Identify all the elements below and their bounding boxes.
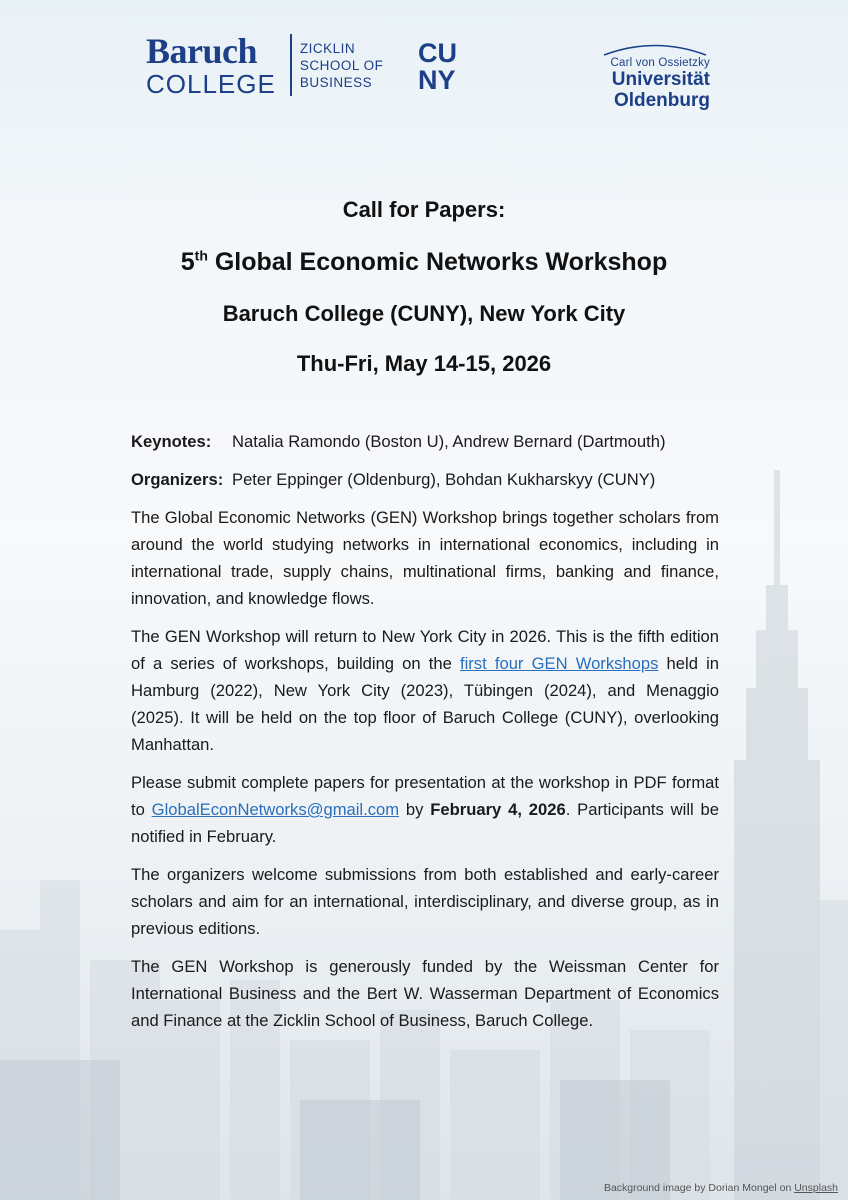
svg-text:NY: NY [418,65,456,93]
submission-text-post: . Participants will be notified in February. [131,800,720,846]
oldenburg-line3: Oldenburg [613,90,710,111]
zicklin-school-logo [300,40,384,91]
zicklin-line3: BUSINESS [299,74,373,90]
credit-text: Background image by Dorian Mongel on [603,1182,795,1194]
paragraph-history [131,623,719,758]
cuny-logo [417,37,473,93]
body-text [131,428,719,1034]
edition-number: 5 [180,248,195,276]
baruch-logo-line2: COLLEGE [146,69,276,99]
history-text-post: held in Hamburg (2022), New York City (2023), Tübingen (2024), and Menaggio (2025). It will be held on the top floor of Baruch College (CUNY), overlooking Manhattan. [131,654,719,754]
dates: Thu-Fri, May 14-15, 2026 [296,351,552,376]
organizers-label: Organizers: [131,470,224,489]
paragraph-submission [131,769,719,850]
organizers-row [131,466,719,493]
history-text-pre: The GEN Workshop will return to New York City in 2026. This is the fifth edition of a series of workshops, building on the [131,627,719,673]
unsplash-link[interactable]: Unsplash [794,1182,838,1194]
paragraph-funding: The GEN Workshop is generously funded by the Weissman Center for International Business and the Bert W. Wasserman Department of Economics and Finance at the Zicklin School of Business, Baruch College. [131,957,719,1030]
zicklin-line2: SCHOOL OF [299,57,384,73]
call-for-papers-heading: Call for Papers: [342,197,506,222]
header-logos [146,30,473,100]
paragraph-welcome: The organizers welcome submissions from both established and early-career scholars and aim for an international, interdisciplinary, and diverse group, as in previous editions. [131,865,719,938]
submission-deadline: February 4, 2026 [430,800,566,819]
oldenburg-university-logo [600,42,710,111]
baruch-logo-line1: Baruch [146,31,258,71]
submission-text-pre: Please submit complete papers for presentation at the workshop in PDF format to [131,773,719,819]
edition-suffix: th [194,247,208,264]
baruch-college-logo [146,33,276,97]
submission-email-link[interactable]: GlobalEconNetworks@gmail.com [151,800,400,819]
oldenburg-line1: Carl von Ossietzky [610,57,710,69]
submission-text-mid: by [399,800,431,819]
zicklin-line1: ZICKLIN [299,40,356,56]
keynotes-label: Keynotes: [131,432,212,451]
workshop-title [0,246,848,278]
svg-text:CU: CU [418,38,458,68]
previous-workshops-link[interactable]: first four GEN Workshops [459,654,659,673]
background-image-credit [604,1182,838,1194]
organizers-value: Peter Eppinger (Oldenburg), Bohdan Kukharskyy (CUNY) [232,470,656,489]
keynotes-row [131,428,719,455]
oldenburg-arc-mark [600,42,710,56]
keynotes-value: Natalia Ramondo (Boston U), Andrew Bernard (Dartmouth) [232,432,666,451]
workshop-name: Global Economic Networks Workshop [214,248,668,276]
venue: Baruch College (CUNY), New York City [222,301,626,326]
oldenburg-line2: Universität [611,69,710,90]
title-block [0,196,848,378]
logo-divider [290,34,292,96]
paragraph-intro: The Global Economic Networks (GEN) Workshop brings together scholars from around the world studying networks in international economics, including in international trade, supply chains, multinational firms, banking and finance, innovation, and knowledge flows. [131,508,719,608]
